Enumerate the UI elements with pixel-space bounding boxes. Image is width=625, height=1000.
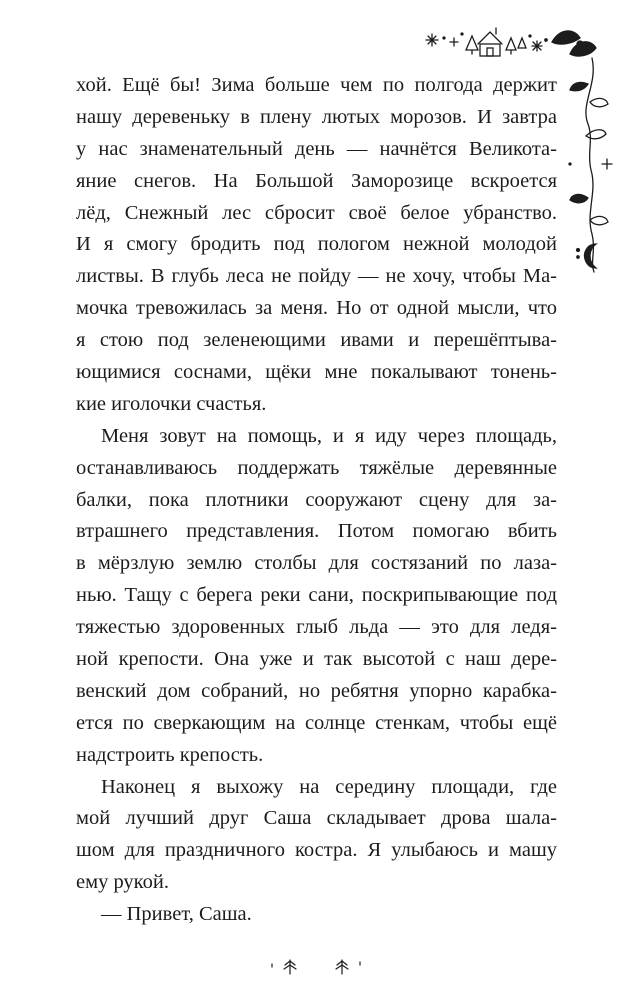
paragraph bbox=[76, 772, 557, 900]
text-line: Наконец я выхожу на середину площади, где bbox=[101, 775, 557, 798]
text-line: венский дом собраний, но ребятня упорно карабка- bbox=[76, 679, 557, 702]
text-line: И я смогу бродить под пологом нежной молодой bbox=[76, 233, 557, 256]
house-icon bbox=[478, 28, 502, 56]
text-line: кие иголочки счастья. bbox=[76, 392, 267, 415]
text-line: хой. Ещё бы! Зима больше чем по полгода держит bbox=[76, 74, 557, 96]
text-line: у нас знаменательный день — начнётся Великота- bbox=[76, 137, 557, 160]
text-line: ему рукой. bbox=[76, 871, 169, 894]
star-icon bbox=[532, 41, 542, 51]
text-line: Меня зовут на помощь, и я иду через площадь, bbox=[101, 424, 557, 447]
vine-icon bbox=[570, 58, 608, 272]
text-line: шом для праздничного костра. Я улыбаюсь и машу bbox=[76, 839, 557, 862]
text-line: втрашнего представления. Потом помогаю вбить bbox=[76, 520, 557, 543]
pine-tree-icon bbox=[506, 38, 516, 54]
text-line: мой лучший друг Саша складывает дрова шала- bbox=[76, 807, 557, 830]
dialogue-line: — Привет, Саша. bbox=[101, 903, 252, 926]
page-text bbox=[76, 70, 557, 931]
text-line: нашу деревеньку в плену лютых морозов. И завтра bbox=[76, 105, 557, 128]
text-line: яние снегов. На Большой Заморозице вскроется bbox=[76, 169, 557, 192]
text-line: нью. Тащу с берега реки сани, поскрипывающие под bbox=[76, 584, 557, 607]
star-icon bbox=[602, 159, 612, 169]
text-line: надстроить крепость. bbox=[76, 743, 264, 766]
paragraph bbox=[76, 899, 557, 931]
text-line: ется по сверкающим на солнце стенкам, чтобы ещё bbox=[76, 711, 557, 734]
text-line: в мёрзлую землю столбы для состязаний по лаза- bbox=[76, 552, 557, 575]
text-line: листвы. В глубь леса не пойду — не хочу, чтобы Ма- bbox=[76, 265, 557, 288]
star-icon bbox=[426, 34, 438, 46]
text-line: мочка тревожилась за меня. Но от одной мысли, что bbox=[76, 297, 557, 320]
paragraph bbox=[76, 70, 557, 421]
crescent-moon-icon bbox=[584, 244, 596, 268]
pine-tree-icon bbox=[518, 38, 526, 48]
text-line: останавливаюсь поддержать тяжёлые деревянные bbox=[76, 456, 557, 479]
text-line: тяжестью здоровенных глыб льда — это для ледя- bbox=[76, 616, 557, 639]
pine-tree-icon bbox=[284, 960, 296, 974]
pine-tree-icon bbox=[466, 36, 478, 54]
text-line: ной крепости. Она уже и так высотой с наш дере- bbox=[76, 648, 557, 671]
tree-divider-ornament-icon bbox=[268, 956, 368, 978]
paragraph bbox=[76, 421, 557, 772]
text-line: ющимися соснами, щёки мне покалывают тонень- bbox=[76, 361, 557, 384]
star-icon bbox=[450, 38, 458, 46]
text-line: лёд, Снежный лес сбросит своё белое убранство. bbox=[76, 201, 557, 224]
text-line: балки, пока плотники сооружают сцену для за- bbox=[76, 488, 557, 511]
holly-icon bbox=[552, 31, 596, 56]
pine-tree-icon bbox=[336, 960, 348, 974]
text-line: я стою под зеленеющими ивами и перешёптыва- bbox=[76, 329, 557, 352]
